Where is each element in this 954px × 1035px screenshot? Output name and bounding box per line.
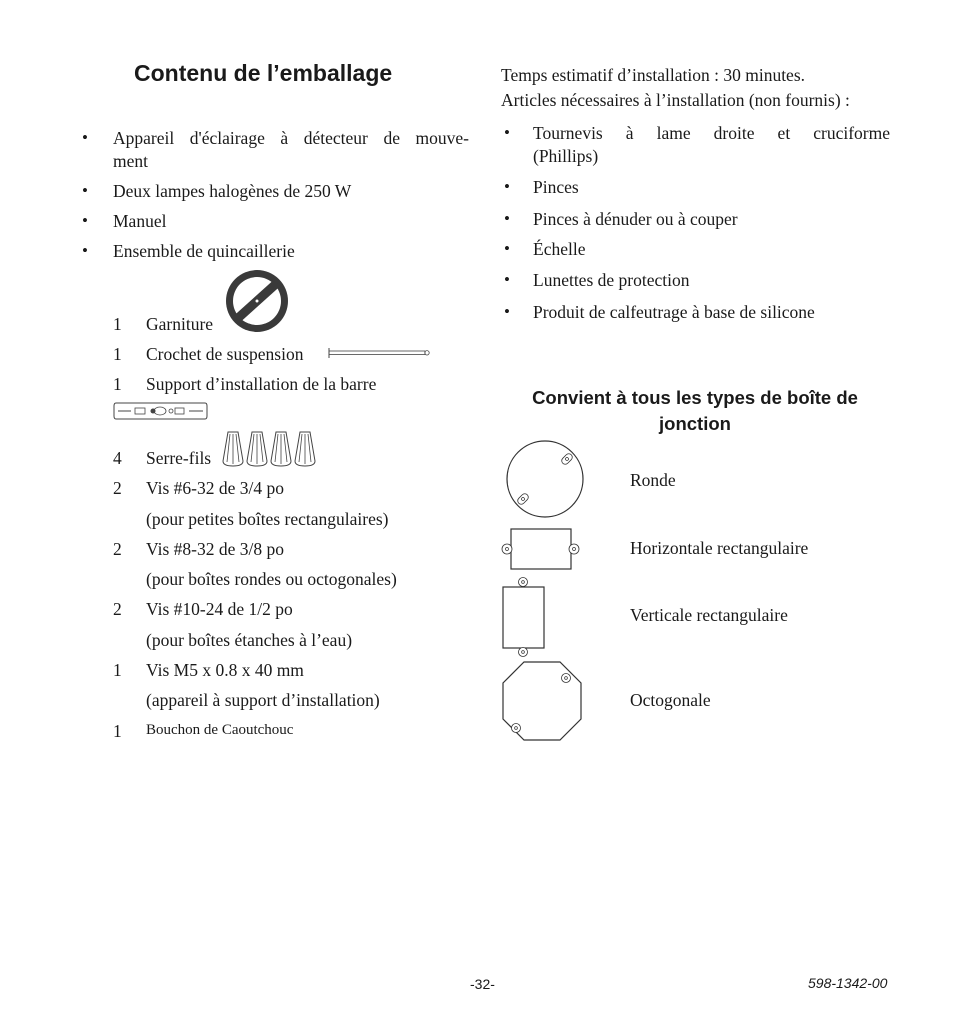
list-item: Manuel xyxy=(113,211,167,231)
required-articles-heading: Articles nécessaires à l’installation (non fournis) : xyxy=(501,90,850,110)
mounting-bar-icon xyxy=(113,401,208,421)
list-item: Lunettes de protection xyxy=(533,270,690,290)
bullet: • xyxy=(82,211,88,230)
list-item: ment xyxy=(113,151,148,171)
bullet: • xyxy=(82,241,88,260)
list-item: Deux lampes halogènes de 250 W xyxy=(113,181,352,201)
box-type-label: Horizontale rectangulaire xyxy=(630,538,809,558)
hook-icon xyxy=(327,347,431,359)
bullet: • xyxy=(504,270,510,289)
hardware-qty: 1 xyxy=(113,314,122,334)
octagonal-box-icon xyxy=(502,661,582,741)
hardware-qty: 2 xyxy=(113,599,122,619)
install-time: Temps estimatif d’installation : 30 minutes. xyxy=(501,65,806,85)
hardware-note: (pour petites boîtes rectangulaires) xyxy=(146,509,389,529)
hardware-label: Bouchon de Caoutchouc xyxy=(146,722,294,738)
hardware-note: (appareil à support d’installation) xyxy=(146,690,380,710)
box-type-label: Verticale rectangulaire xyxy=(630,605,788,625)
bullet: • xyxy=(504,239,510,258)
bullet: • xyxy=(504,209,510,228)
hardware-qty: 2 xyxy=(113,539,122,559)
box-type-label: Octogonale xyxy=(630,690,711,710)
list-item: Échelle xyxy=(533,239,586,259)
list-item: Pinces à dénuder ou à couper xyxy=(533,209,738,229)
horizontal-rect-box-icon xyxy=(499,527,581,571)
wire-nut-icon xyxy=(246,431,268,467)
list-item: Pinces xyxy=(533,177,579,197)
hardware-label: Garniture xyxy=(146,314,214,334)
hardware-qty: 1 xyxy=(113,344,122,364)
bullet: • xyxy=(504,177,510,196)
wire-nut-icon xyxy=(270,431,292,467)
hardware-label: Crochet de suspension xyxy=(146,344,304,364)
box-type-label: Ronde xyxy=(630,470,676,490)
hardware-label: Vis #10-24 de 1/2 po xyxy=(146,599,293,619)
box-types-heading: Convient à tous les types de boîte de jonction xyxy=(532,387,858,434)
vertical-rect-box-icon xyxy=(501,575,547,659)
wire-nut-icon xyxy=(222,431,244,467)
round-box-icon xyxy=(505,439,585,519)
list-item: Ensemble de quincaillerie xyxy=(113,241,295,261)
section-title: Contenu de l’emballage xyxy=(134,60,393,86)
list-item: Produit de calfeutrage à base de silicone xyxy=(533,302,815,322)
hardware-qty: 2 xyxy=(113,478,122,498)
hardware-note: (pour boîtes rondes ou octogonales) xyxy=(146,569,397,589)
hardware-label: Serre-fils xyxy=(146,448,212,468)
document-code: 598-1342-00 xyxy=(808,975,888,991)
bullet: • xyxy=(504,302,510,321)
bullet: • xyxy=(82,128,88,147)
list-item: (Phillips) xyxy=(533,146,599,166)
hardware-label: Vis M5 x 0.8 x 40 mm xyxy=(146,660,304,680)
wire-nut-icon xyxy=(294,431,316,467)
page-number: -32- xyxy=(470,976,495,992)
hardware-note: (pour boîtes étanches à l’eau) xyxy=(146,630,353,650)
hardware-qty: 1 xyxy=(113,721,122,741)
hardware-label: Vis #6-32 de 3/4 po xyxy=(146,478,284,498)
list-item: Appareil d'éclairage à détecteur de mouve- xyxy=(113,128,469,148)
hardware-label: Support d’installation de la barre xyxy=(146,374,377,394)
bullet: • xyxy=(82,181,88,200)
list-item: Tournevis à lame droite et cruciforme xyxy=(533,123,890,143)
trim-ring-icon xyxy=(225,269,289,333)
hardware-qty: 4 xyxy=(113,448,122,468)
bullet: • xyxy=(504,123,510,142)
hardware-qty: 1 xyxy=(113,374,122,394)
hardware-label: Vis #8-32 de 3/8 po xyxy=(146,539,284,559)
hardware-qty: 1 xyxy=(113,660,122,680)
